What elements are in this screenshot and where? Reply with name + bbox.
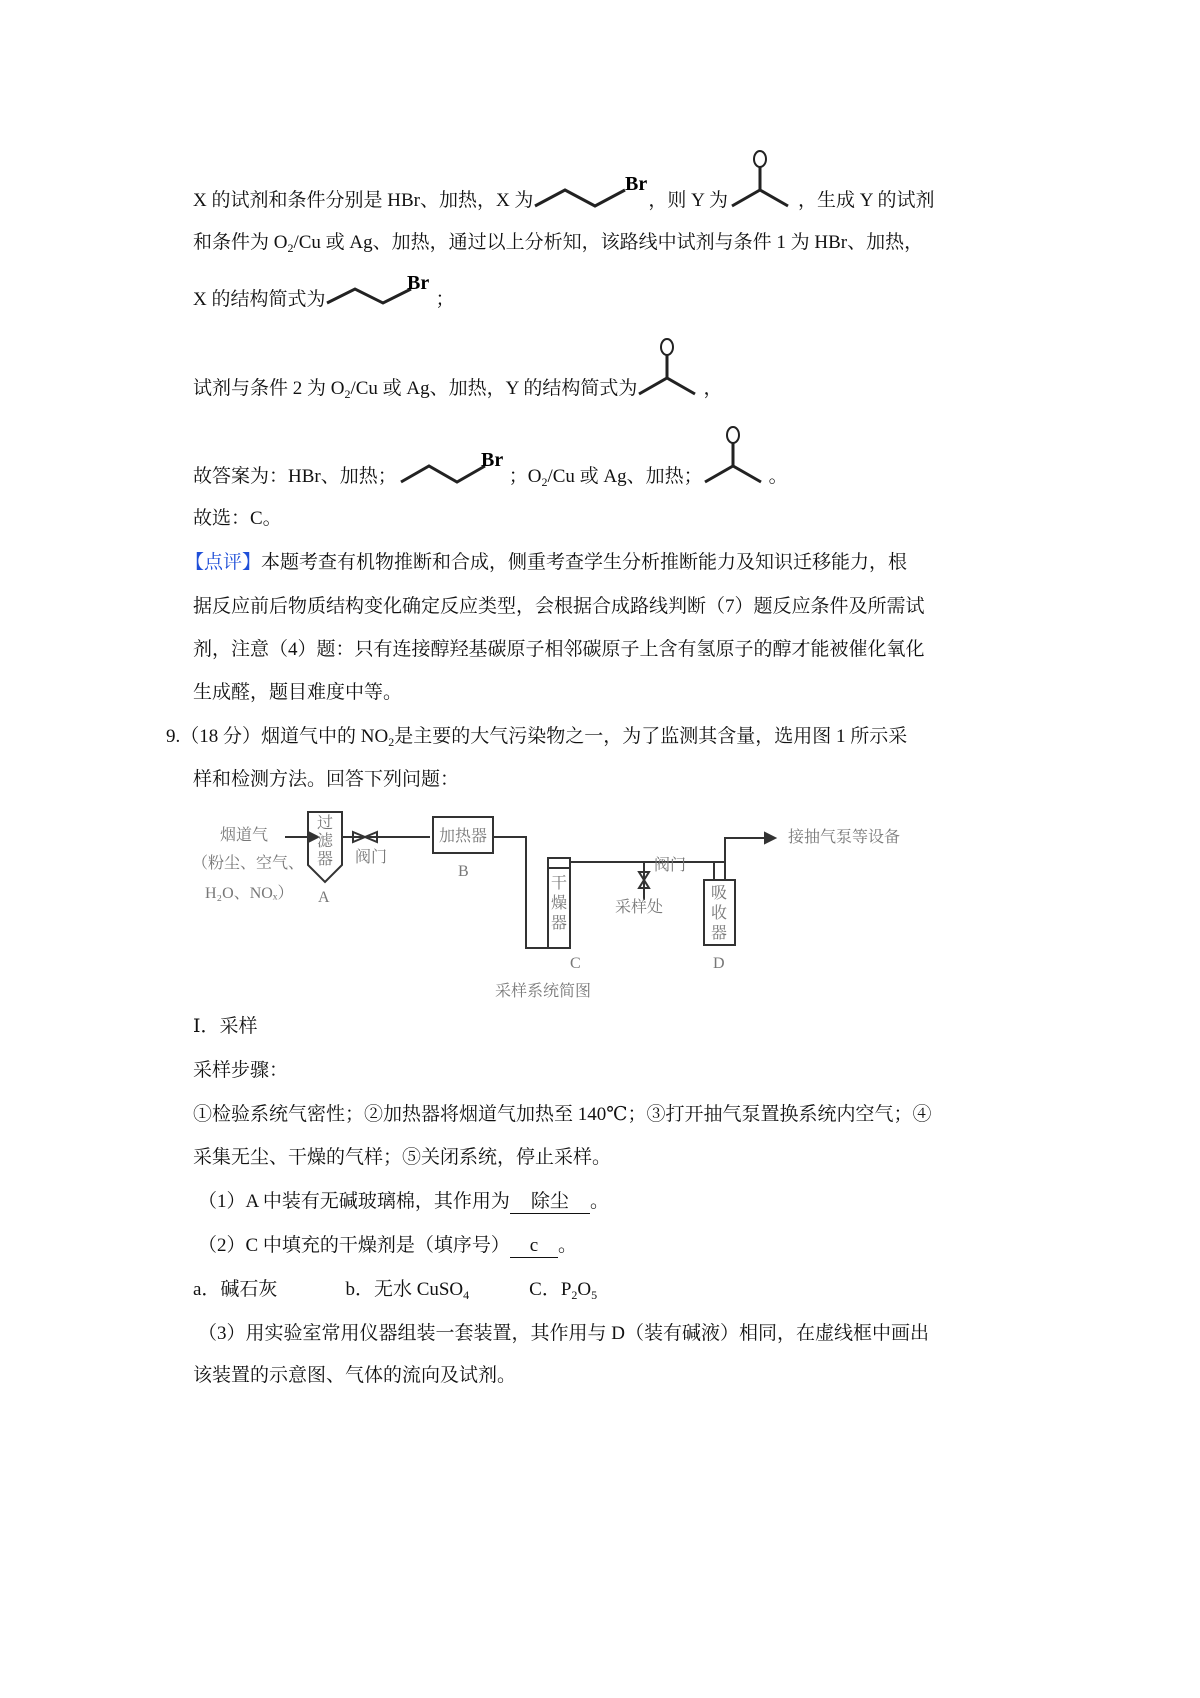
absorber-label: 吸 bbox=[711, 885, 728, 902]
text: （18 分）烟道气中的 NO bbox=[180, 726, 389, 747]
acetone-structure bbox=[703, 466, 769, 486]
subscript: 4 bbox=[463, 1288, 470, 1302]
filter-label: 过 bbox=[317, 815, 334, 832]
question-number: 9. bbox=[166, 726, 181, 747]
option-a: a．碱石灰 bbox=[193, 1279, 278, 1300]
text: （2）C 中填充的干燥剂是（填序号） bbox=[198, 1235, 510, 1256]
comment-line bbox=[185, 551, 907, 575]
text: X 的结构简式为 bbox=[193, 289, 326, 310]
label-d: D bbox=[713, 955, 725, 972]
text: X 的试剂和条件分别是 HBr、加热，X 为 bbox=[193, 190, 534, 211]
options-line bbox=[193, 1278, 597, 1302]
text: 试剂与条件 2 为 O bbox=[193, 378, 345, 399]
heater-label: 加热器 bbox=[439, 828, 488, 845]
comment-line: 据反应前后物质结构变化确定反应类型，会根据合成路线判断（7）题反应条件及所需试 bbox=[193, 596, 925, 617]
br-label: Br bbox=[625, 173, 648, 195]
question-9-line bbox=[166, 725, 907, 749]
paragraph-line: 采样步骤： bbox=[193, 1060, 289, 1081]
text: ； bbox=[435, 289, 455, 310]
flue-gas-label: 烟道气 bbox=[220, 827, 269, 844]
absorber-label: 器 bbox=[711, 925, 728, 942]
sampling-system-diagram bbox=[190, 800, 950, 1010]
dryer-label: 燥 bbox=[551, 895, 568, 912]
text: ，生成 Y 的试剂 bbox=[797, 190, 935, 211]
answer-choice: 故选：C。 bbox=[193, 508, 282, 529]
comment-tag: 【点评】 bbox=[185, 552, 262, 573]
text: 。 bbox=[589, 1191, 609, 1212]
dryer-label: 干 bbox=[551, 875, 568, 892]
text: /Cu 或 Ag、加热； bbox=[547, 466, 703, 487]
paragraph-line bbox=[193, 173, 935, 213]
valve-label: 阀门 bbox=[654, 857, 687, 874]
paragraph-line bbox=[193, 273, 455, 312]
answer-blank: c bbox=[510, 1235, 558, 1258]
text: 。 bbox=[557, 1235, 577, 1256]
text: /Cu 或 Ag、加热，通过以上分析知，该路线中试剂与条件 1 为 HBr、加热， bbox=[293, 232, 924, 253]
question-line: （3）用实验室常用仪器组装一套装置，其作用与 D（装有碱液）相同，在虚线框中画出 bbox=[198, 1323, 929, 1344]
text: O bbox=[577, 1279, 592, 1300]
diagram-caption: 采样系统简图 bbox=[495, 983, 592, 1000]
flue-gas-components: H₂O、NOₓ） bbox=[205, 885, 294, 902]
question-line bbox=[198, 1190, 609, 1214]
filter-label: 器 bbox=[317, 851, 334, 868]
acetone-structure bbox=[728, 190, 798, 210]
subscript: 2 bbox=[287, 241, 294, 255]
option-b: b．无水 CuSO bbox=[345, 1279, 464, 1300]
subscript: 2 bbox=[388, 735, 395, 749]
label-c: C bbox=[570, 955, 581, 972]
text: ，则 Y 为 bbox=[648, 190, 728, 211]
text: 和条件为 O bbox=[193, 232, 288, 253]
section-heading: Ⅰ．采样 bbox=[193, 1016, 258, 1037]
subscript: 2 bbox=[541, 475, 548, 489]
absorber-label: 收 bbox=[711, 905, 728, 922]
subscript: 5 bbox=[591, 1288, 598, 1302]
valve-label: 阀门 bbox=[355, 849, 388, 866]
answer-blank: 除尘 bbox=[510, 1191, 590, 1214]
text: 本题考查有机物推断和合成，侧重考查学生分析推断能力及知识迁移能力，根 bbox=[261, 552, 908, 573]
text: 故答案为：HBr、加热； bbox=[193, 466, 397, 487]
flue-gas-components: （粉尘、空气、 bbox=[192, 855, 305, 872]
sampling-point-label: 采样处 bbox=[615, 899, 664, 916]
text: /Cu 或 Ag、加热，Y 的结构简式为 bbox=[350, 378, 638, 399]
bromopropane-structure bbox=[397, 449, 509, 486]
paragraph-line bbox=[193, 449, 788, 489]
question-line bbox=[198, 1234, 577, 1258]
text: ， bbox=[703, 378, 723, 399]
acetone-structure bbox=[637, 378, 703, 398]
br-label: Br bbox=[407, 273, 430, 294]
paragraph-line: ①检验系统气密性；②加热器将烟道气加热至 140℃；③打开抽气泵置换系统内空气；④ bbox=[193, 1104, 932, 1125]
bromopropane-structure bbox=[325, 273, 435, 309]
paragraph-line bbox=[193, 377, 722, 401]
text: ；O bbox=[508, 466, 542, 487]
comment-line: 剂，注意（4）题：只有连接醇羟基碳原子相邻碳原子上含有氢原子的醇才能被催化氧化 bbox=[193, 639, 925, 660]
filter-label: 滤 bbox=[317, 833, 334, 850]
text: 是主要的大气污染物之一，为了监测其含量，选用图 1 所示采 bbox=[394, 726, 908, 747]
subscript: 2 bbox=[344, 387, 351, 401]
subscript: 2 bbox=[571, 1288, 578, 1302]
paragraph-line: 样和检测方法。回答下列问题： bbox=[193, 769, 460, 790]
pump-label: 接抽气泵等设备 bbox=[788, 829, 901, 846]
dryer-label: 器 bbox=[551, 915, 568, 932]
text: 。 bbox=[768, 466, 788, 487]
option-c: C．P bbox=[529, 1279, 572, 1300]
paragraph-line bbox=[193, 231, 923, 255]
paragraph-line: 采集无尘、干燥的气样；⑤关闭系统，停止采样。 bbox=[193, 1147, 612, 1168]
label-a: A bbox=[318, 889, 330, 906]
question-line: 该装置的示意图、气体的流向及试剂。 bbox=[193, 1365, 517, 1386]
comment-line: 生成醛，题目难度中等。 bbox=[193, 682, 403, 703]
text: （1）A 中装有无碱玻璃棉，其作用为 bbox=[198, 1191, 510, 1212]
bromopropane-structure bbox=[533, 173, 648, 210]
br-label: Br bbox=[480, 449, 503, 471]
label-b: B bbox=[458, 863, 469, 880]
